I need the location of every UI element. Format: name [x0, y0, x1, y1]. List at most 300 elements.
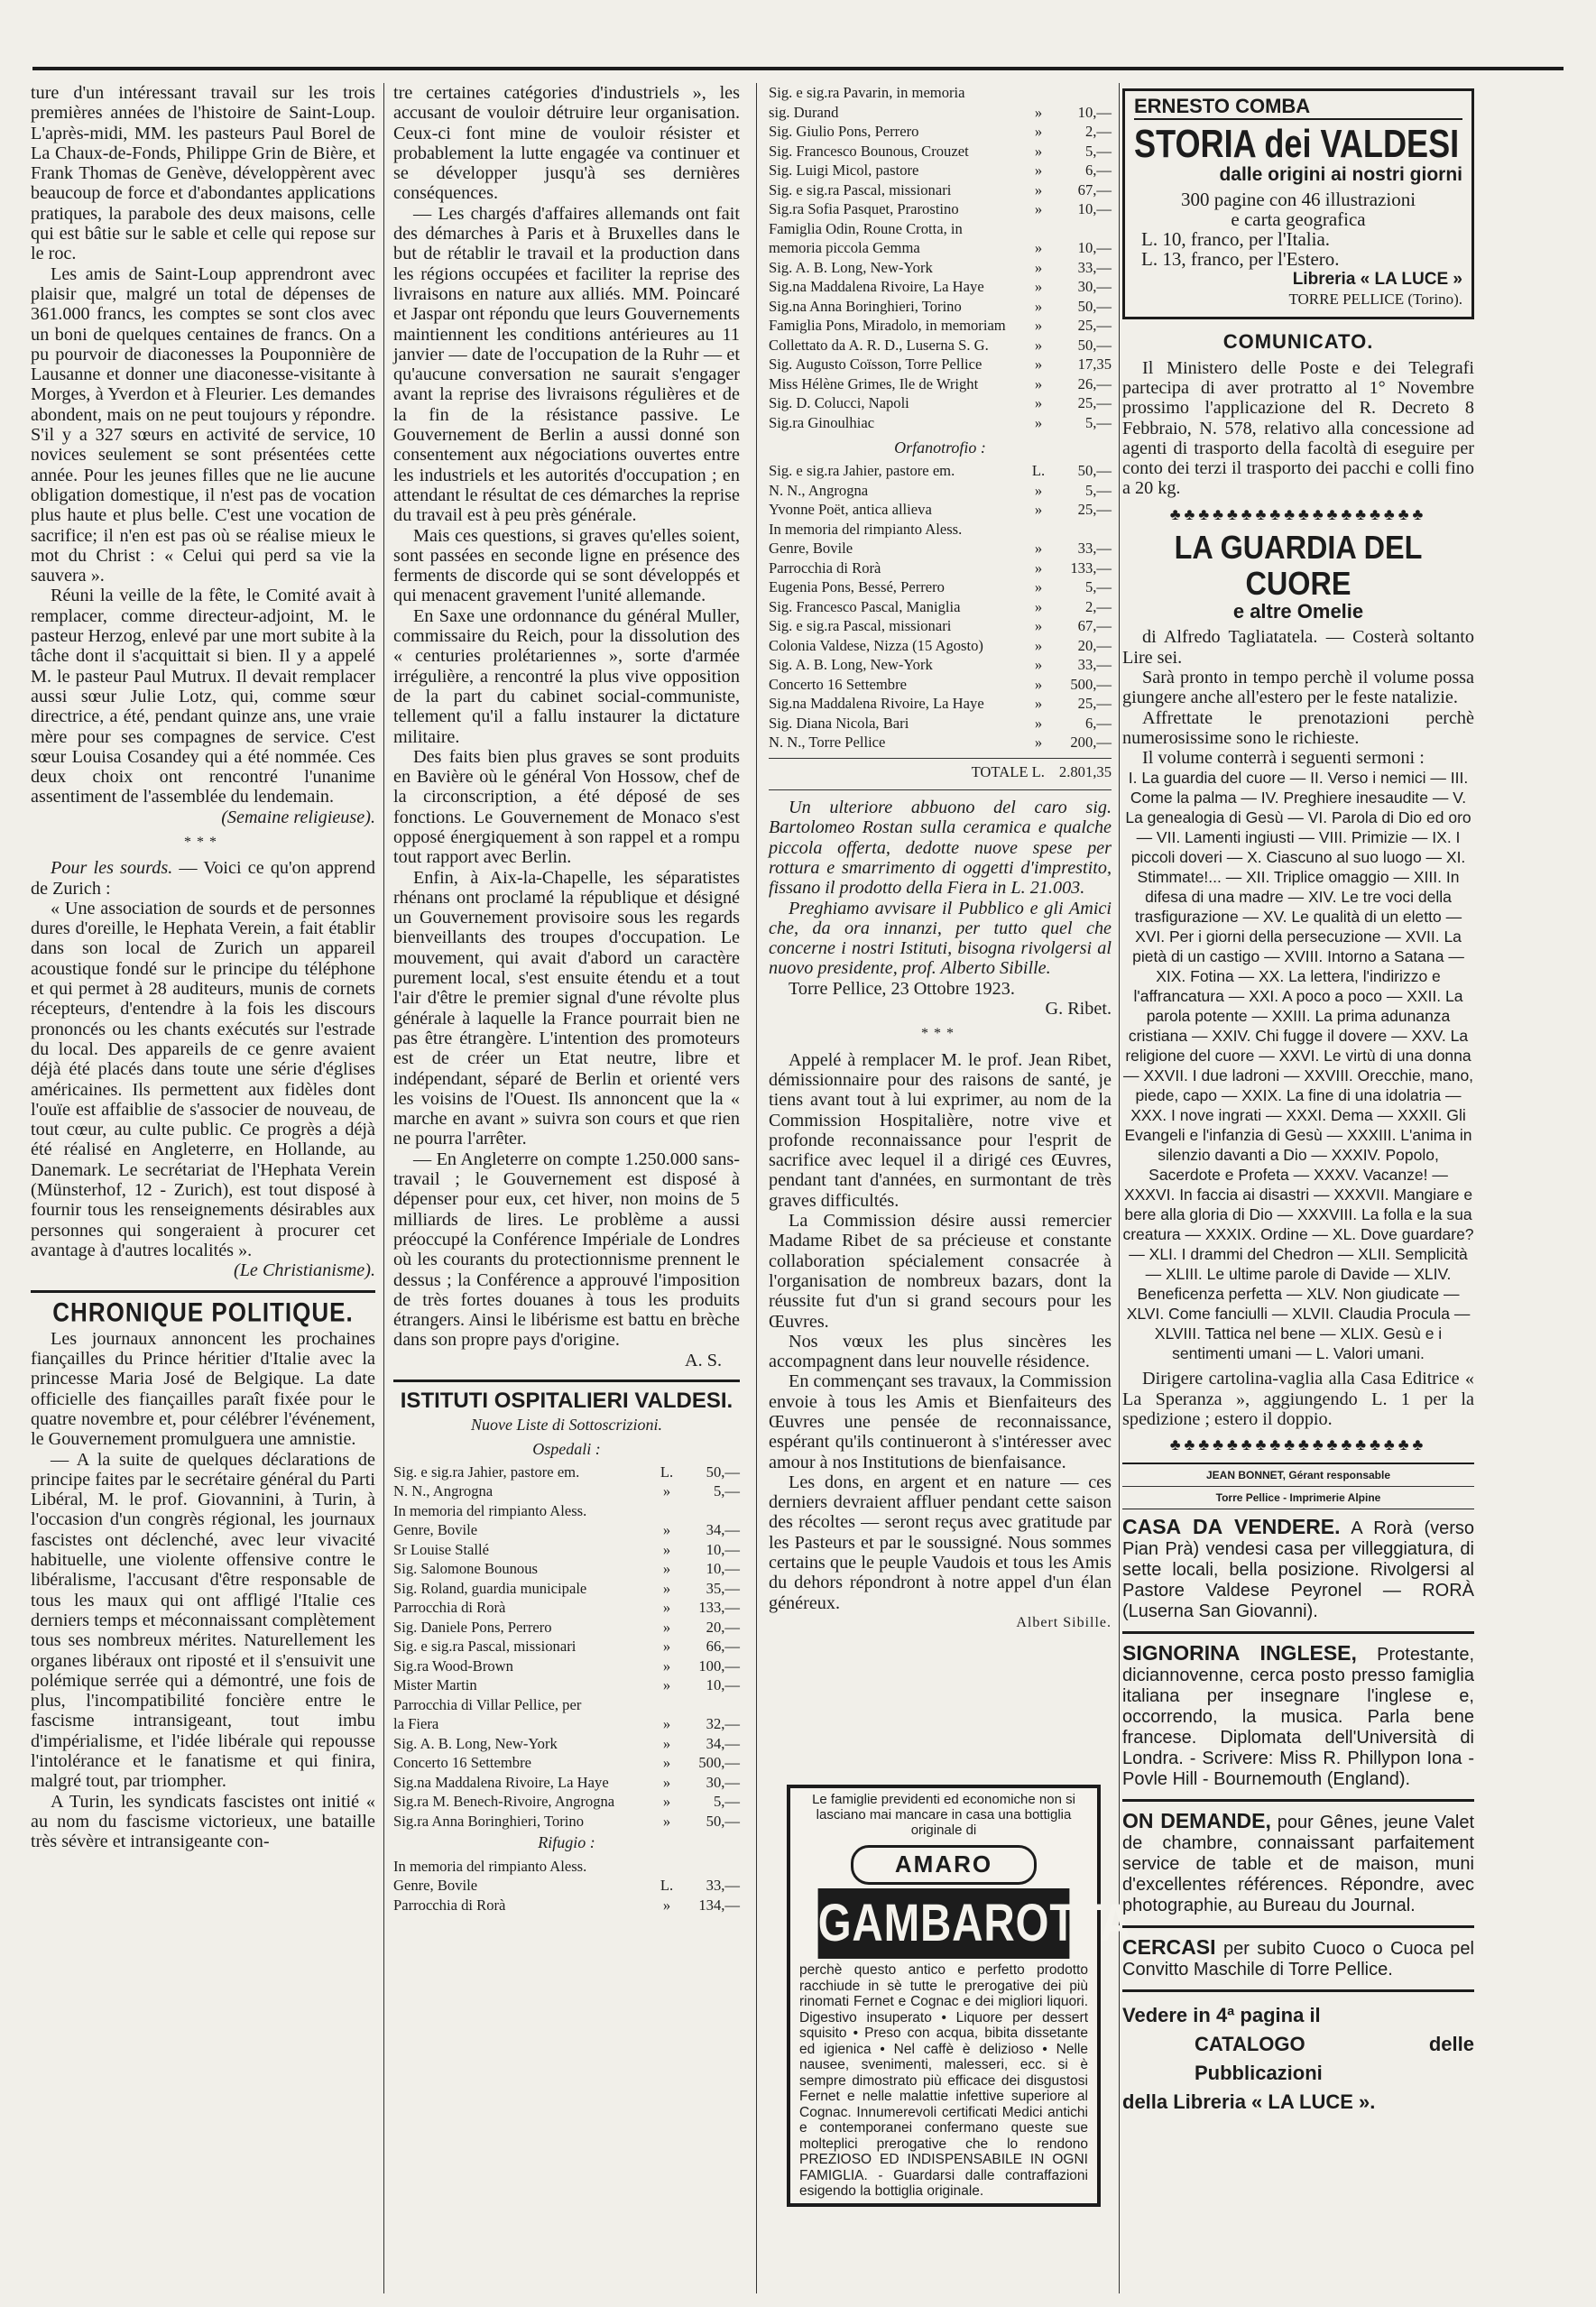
- currency-mark: »: [662, 1482, 671, 1500]
- total-label: TOTALE L.: [971, 762, 1045, 780]
- donation-row: [769, 297, 1112, 317]
- ad-lead: CERCASI: [1122, 1934, 1216, 1959]
- donation-row: [769, 636, 1112, 656]
- donation-row: [769, 83, 1112, 103]
- donation-amount: 6,—: [1084, 161, 1112, 179]
- donation-row: [393, 1753, 740, 1773]
- donation-row: [393, 1695, 740, 1715]
- list-section-title: Rifugio :: [538, 1833, 595, 1852]
- storia-valdesi-ad: [1122, 88, 1474, 319]
- currency-mark: »: [1034, 540, 1043, 558]
- currency-mark: »: [1034, 239, 1043, 256]
- donation-amount: 50,—: [706, 1812, 740, 1830]
- donor-name: Sig. A. B. Long, New-York: [769, 258, 933, 276]
- paragraph: Nos vœux les plus sincères les accompagnent dans leur nouvelle résidence.: [769, 1331, 1112, 1372]
- donor-name: Sr Louise Stallé: [393, 1540, 490, 1558]
- ad-intro: Le famiglie previdenti ed economiche non si lasciano mai mancare in casa una bottiglia originale di: [812, 1792, 1075, 1838]
- donation-row: [393, 1734, 740, 1754]
- donation-row: [769, 675, 1112, 695]
- currency-mark: »: [1034, 734, 1043, 752]
- donation-row: [769, 733, 1112, 752]
- dateline: Torre Pellice, 23 Ottobre 1923.: [789, 978, 1015, 999]
- donation-amount: 50,—: [706, 1463, 740, 1481]
- donation-row: [769, 355, 1112, 374]
- book-title: LA GUARDIA DEL CUORE: [1174, 529, 1423, 603]
- donor-name: sig. Durand: [769, 103, 839, 121]
- ad-lead: ON DEMANDE,: [1122, 1808, 1271, 1832]
- donor-name: Yvonne Poët, antica allieva: [769, 501, 932, 519]
- donation-row: [393, 1896, 740, 1915]
- catalog-line: CATALOGO delle Pubblicazioni: [1195, 2032, 1474, 2084]
- donation-row: [769, 558, 1112, 578]
- classified-ad: [1122, 1514, 1475, 1622]
- donor-name: In memoria del rimpianto Aless.: [769, 520, 963, 538]
- donor-name: Parrocchia di Rorà: [393, 1599, 506, 1617]
- donor-name: Sig.na Maddalena Rivoire, La Haye: [393, 1773, 609, 1791]
- donation-amount: 25,—: [1077, 317, 1112, 334]
- currency-mark: »: [1034, 413, 1043, 431]
- donation-amount: 2,—: [1084, 123, 1112, 140]
- donation-amount: 34,—: [706, 1734, 740, 1752]
- donor-name: Sig.na Maddalena Rivoire, La Haye: [769, 695, 984, 713]
- list-section-title: Ospedali :: [532, 1439, 601, 1458]
- donor-name: Famiglia Pons, Miradolo, in memoriam: [769, 317, 1006, 334]
- ad-brand: GAMBAROTTA: [818, 1888, 1070, 1959]
- donor-name: Parrocchia di Rorà: [769, 558, 881, 577]
- donor-name: Miss Hélène Grimes, Ile de Wright: [769, 374, 979, 392]
- currency-mark: »: [1034, 558, 1043, 577]
- ornament-row: ♣♣♣♣♣♣♣♣♣♣♣♣♣♣♣♣♣♣: [1169, 1435, 1427, 1454]
- donor-name: In memoria del rimpianto Aless.: [393, 1857, 587, 1875]
- donation-amount: 5,—: [1084, 142, 1112, 160]
- donation-row: [393, 1520, 740, 1540]
- donor-name: Sig. e sig.ra Pavarin, in memoria: [769, 84, 965, 101]
- ad-product-label: AMARO: [851, 1845, 1037, 1885]
- currency-mark: »: [662, 1656, 671, 1675]
- donation-row: [769, 219, 1112, 239]
- paragraph: En Saxe une ordonnance du général Muller, commissaire du Reich, pour la dissolution des « centuries prolétariennes », sorte d'armée irrégulière, a rencontré la plus vive opposition de la part du cabinet social-communiste, tellement qu'il a fallu instaurer la dictature militaire.: [393, 605, 740, 747]
- paragraph: En commençant ses travaux, la Commission envoie à tous les Amis et Bienfaiteurs des Œuvres une pensée de reconnaissance, espérant qu'ils continueront à s'intéresser avec amour à nos Institutions de bienfaisance.: [769, 1371, 1112, 1472]
- currency-mark: »: [662, 1579, 671, 1597]
- currency-mark: »: [1034, 278, 1043, 295]
- donor-name: Famiglia Odin, Roune Crotta, in: [769, 219, 963, 237]
- donation-row: [393, 1637, 740, 1656]
- paragraph: Un ulteriore abbuono del caro sig. Bartolomeo Rostan sulla ceramica e qualche piccola offerta, dedotte nuove spese per rottura e smarrimento di oggetti d'imprestito, fissano il prodotto della Fiera in L. 21.003.: [769, 798, 1112, 899]
- donation-row: [769, 393, 1112, 413]
- paragraph: Les dons, en argent et en nature — ces derniers devraient affluer pendant cette saison des récoltes — seront reçus avec gratitude par les Pasteurs et par le soussigné. Nous sommes certains que le peuple Vaudois et tous les Amis du dehors répondront à notre appel d'un élan généreux.: [769, 1472, 1112, 1613]
- donation-row: [769, 714, 1112, 734]
- donor-name: Sig. Diana Nicola, Bari: [769, 714, 909, 732]
- donation-amount: 20,—: [1077, 636, 1112, 654]
- currency-mark: »: [1034, 394, 1043, 411]
- donor-name: N. N., Angrogna: [769, 481, 869, 499]
- currency-mark: »: [662, 1599, 671, 1617]
- rule: [1122, 1631, 1474, 1634]
- donor-name: Sig.ra Wood-Brown: [393, 1656, 513, 1675]
- donation-amount: 500,—: [1070, 675, 1112, 693]
- book-price: L. 10, franco, per l'Italia.: [1141, 228, 1331, 251]
- donation-row: [769, 520, 1112, 540]
- currency-mark: »: [1034, 481, 1043, 499]
- currency-mark: »: [662, 1793, 671, 1811]
- donor-name: Sig.na Maddalena Rivoire, La Haye: [769, 278, 984, 295]
- donation-amount: 25,—: [1077, 394, 1112, 411]
- paragraph: Sarà pronto in tempo perchè il volume possa giungere anche all'estero per le feste natalizie.: [1122, 667, 1474, 708]
- donor-name: Sig.ra Ginoulhiac: [769, 413, 875, 431]
- currency-mark: »: [662, 1896, 671, 1914]
- currency-mark: »: [1034, 200, 1043, 217]
- donation-amount: 10,—: [1077, 200, 1112, 217]
- imprint: [1122, 1463, 1474, 1509]
- paragraph: Appelé à remplacer M. le prof. Jean Ribet, démissionnaire pour des raisons de santé, je tiens avant tout à lui exprimer, au nom de la Commission Hospitalière, notre vive et profonde reconnaissance pour l'esprit de sacrifice avec lequel il a dirigé ces Œuvres, pendant tant d'années, en surmontant de très graves difficultés.: [769, 1049, 1112, 1211]
- donor-name: Sig. e sig.ra Jahier, pastore em.: [769, 462, 955, 480]
- ad-text: A Rorà (verso Pian Prà) vendesi casa per villeggiatura, di sette locali, bella posizione. Rivolgersi al Pastore Valdese Peyronel — RORÀ (Luserna San Giovanni).: [1122, 1518, 1475, 1621]
- donor-name: Sig. Roland, guardia municipale: [393, 1579, 587, 1597]
- catalog-line: della Libreria « LA LUCE ».: [1122, 2090, 1376, 2113]
- donation-row: [393, 1812, 740, 1832]
- currency-mark: »: [1034, 258, 1043, 276]
- book-title: STORIA dei VALDESI: [1134, 122, 1460, 167]
- donation-row: [769, 481, 1112, 501]
- donation-amount: 30,—: [706, 1773, 740, 1791]
- paragraph: Il volume conterrà i seguenti sermoni :: [1142, 748, 1425, 769]
- donation-row: [769, 616, 1112, 636]
- paragraph: di Alfredo Tagliatatela. — Costerà soltanto Lire sei.: [1122, 627, 1474, 668]
- currency-mark: L.: [660, 1877, 674, 1895]
- paragraph: A Turin, les syndicats fascistes ont initié « au nom du fascisme victorieux, une bataille très sévère et intransigeante con-: [31, 1791, 375, 1852]
- donor-name: Sig. e sig.ra Pascal, missionari: [393, 1638, 577, 1656]
- currency-mark: »: [1034, 103, 1043, 121]
- donor-name: Sig. Luigi Micol, pastore: [769, 161, 919, 179]
- currency-mark: »: [662, 1521, 671, 1539]
- classified-ad: [1122, 1640, 1474, 1790]
- donor-name: Sig. Augusto Coïsson, Torre Pellice: [769, 355, 983, 373]
- donor-name: Sig.ra Sofia Pasquet, Prarostino: [769, 200, 959, 217]
- section-heading: CHRONIQUE POLITIQUE.: [52, 1296, 354, 1327]
- donation-row: [769, 500, 1112, 520]
- donation-row: [393, 1598, 740, 1618]
- donor-name: N. N., Angrogna: [393, 1482, 494, 1500]
- currency-mark: L.: [1031, 462, 1046, 480]
- total-value: 2.801,35: [1058, 762, 1112, 780]
- column-1: [31, 83, 375, 2302]
- rule: [1122, 1989, 1474, 1992]
- currency-mark: »: [662, 1560, 671, 1578]
- donor-name: Mister Martin: [393, 1676, 477, 1694]
- paragraph: « Une association de sourds et de personnes dures d'oreille, le Hephata Verein, a fait établir dans son local de Zurich un appareil acoustique fondé sur le principe du téléphone et qui permet à 28 auditeurs, munis de cornets récepteurs, d'entendre à la fois les discours prononcés ou les chants exécutés sur l'estrade du local. Des appareils de ce genre avaient déjà été placés dans toute une série d'églises américaines. Ils permettent aux fidèles dont l'ouïe est affaiblie de s'associer de nouveau, de tout cœur, au culte public. Ce progrès a déjà été réalisé en Angleterre, en Hollande, au Danemark. Le secrétariat de l'Hephata Verein (Münsterhof, 12 - Zurich), est tout disposé à fournir tous les renseignements désirables aux personnes qui songeraient à procurer cet avantage à d'autres localités ».: [31, 898, 375, 1260]
- donation-row: [769, 142, 1112, 161]
- paragraph: Dirigere cartolina-vaglia alla Casa Editrice « La Speranza », aggiungendo L. 1 per la spedizione ; estero il doppio.: [1122, 1369, 1474, 1430]
- currency-mark: »: [662, 1638, 671, 1656]
- donor-name: Parrocchia di Villar Pellice, per: [393, 1695, 582, 1713]
- paragraph: Enfin, à Aix-la-Chapelle, les séparatistes rhénans ont proclamé la république et désigné un Gouvernement provisoire sous les regards bienveillants des troupes d'occupation. Le mouvement, qui avait d'abord un caractère purement local, s'est ensuite étendu et a tout l'air d'être le premier signal d'une révolte plus générale à laquelle la France pourrait bien ne pas être étrangère. L'intention des promoteurs est de créer un Etat neutre, libre et indépendant, séparé de Berlin et orienté vers les voisins de l'Ouest. Ils annoncent que la « marche en avant » suivra son cours et que rien ne pourra l'arrêter.: [393, 867, 740, 1149]
- donation-amount: 33,—: [1077, 656, 1112, 674]
- donor-name: Collettato da A. R. D., Luserna S. G.: [769, 336, 989, 354]
- donation-row: [769, 577, 1112, 597]
- donor-name: Sig. Giulio Pons, Perrero: [769, 123, 919, 140]
- donation-amount: 30,—: [1077, 278, 1112, 295]
- donation-amount: 25,—: [1077, 501, 1112, 519]
- paragraph: Réuni la veille de la fête, le Comité avait à remplacer, comme directeur-adjoint, M. le pasteur Herzog, enlevé par une mort subite à la tâche dont il s'acquittait si bien. Il y a appelé M. le pasteur Paul Mutrux. Il devait remplacer aussi sœur Julie Lotz, qui, comme sœur directrice, a été, pendant quinze ans, une vraie mère pour ses compagnes de service. C'est sœur Louisa Cosandey qui a été nommée. Ces deux choix ont rencontré l'unanime assentiment de l'assemblée du lendemain.: [31, 586, 375, 807]
- donor-name: Sig. e sig.ra Pascal, missionari: [769, 617, 952, 635]
- lead-text: — Voici ce qu'on apprend de Zurich :: [31, 858, 375, 899]
- book-price: L. 13, franco, per l'Estero.: [1141, 248, 1340, 271]
- currency-mark: »: [662, 1754, 671, 1772]
- bookshop: Libreria « LA LUCE »: [1292, 269, 1462, 289]
- donation-amount: 100,—: [698, 1656, 740, 1675]
- currency-mark: »: [662, 1618, 671, 1636]
- donation-amount: 33,—: [1077, 540, 1112, 558]
- donation-amount: 67,—: [1077, 180, 1112, 198]
- donation-amount: 500,—: [698, 1754, 740, 1772]
- imprint-printer: Torre Pellice - Imprimerie Alpine: [1122, 1486, 1474, 1509]
- sermon-list: I. La guardia del cuore — II. Verso i nemici — III. Come la palma — IV. Preghiere inesaudite — V. La genealogia di Gesù — VI. Parola di Dio ed oro — VII. Lamenti ingiusti — VIII. Primizie — IX. I piccoli doveri — X. Ciascuno al suo luogo — XI. Stimmate!... — XII. Triplice omaggio — XIII. In difesa di una madre — XIV. Le tre voci della trasfigurazione — XV. Le qualità di un eletto — XVI. Per i giorni della persecuzione — XVII. La pietà di un castigo — XVIII. Intorno a Satana — XIX. Fotina — XX. La lettera, l'indirizzo e l'affrancatura — XXI. A poco a poco — XXII. La parola potente — XXIII. La prima adunanza cristiana — XXIV. Chi fugge il dovere — XXV. La religione del cuore — XXVI. Le virtù di una donna — XXVII. I due ladroni — XXVIII. Orecchie, mano, piede, capo — XXIX. La fine di una idolatria — XXX. I nove ingrati — XXXI. Dema — XXXII. Gli Evangeli e l'infanzia di Gesù — XXXIII. L'anima in silenzio davanti a Dio — XXXIV. Popolo, Sacerdote e Profeta — XXXV. Vacanze! — XXXVI. In faccia ai disastri — XXXVII. Mangiare e bere alla gloria di Dio — XXXVIII. La folla e la sua creatura — XXXIX. Ordine — XL. Dove guardare? — XLI. I drammi del Chedron — XLII. Semplicità — XLIII. Le ultime parole di Davide — XLIV. Beneficenza perfetta — XLV. Non giudicate — XLVI. Come fanciulli — XLVII. Claudia Procula — XLVIII. Tattica nel bene — XLIX. Gesù e i sentimenti umani — L. Valori umani.: [1122, 769, 1474, 1363]
- currency-mark: »: [1034, 297, 1043, 315]
- currency-mark: »: [1034, 714, 1043, 732]
- donor-name: Genre, Bovile: [393, 1877, 478, 1895]
- donation-amount: 67,—: [1077, 617, 1112, 635]
- donor-name: Sig. Francesco Bounous, Crouzet: [769, 142, 969, 160]
- rule: [769, 789, 1112, 790]
- donor-name: Sig.ra M. Benech-Rivoire, Angrogna: [393, 1793, 615, 1811]
- donation-amount: 5,—: [713, 1793, 740, 1811]
- paragraph: — En Angleterre on compte 1.250.000 sans-travail ; le Gouvernement est disposé à dépenser pour eux, cet hiver, non moins de 5 milliards de lires. Le problème a aussi préoccupé la Conférence Impériale de Londres où les courants du protectionnisme prennent le dessus ; la Conférence a approuvé l'imposition de très fortes douanes à tous les produits étrangers. Ainsi le libérisme est battu en brèche dans son propre pays d'origine.: [393, 1149, 740, 1351]
- paragraph: tre certaines catégories d'industriels », les accusant de vouloir détruire leur organisation. Ceux-ci font mine de vouloir résister et probablement la lutte engagée va continuer et se développer jusqu'à ses dernières conséquences.: [393, 83, 740, 204]
- rule: [31, 1290, 375, 1293]
- ad-text: per subito Cuoco o Cuoca pel Convitto Maschile di Torre Pellice.: [1122, 1938, 1474, 1979]
- currency-mark: »: [1034, 501, 1043, 519]
- donation-row: [769, 539, 1112, 558]
- donor-name: la Fiera: [393, 1715, 439, 1733]
- donor-name: Sig.na Anna Boringhieri, Torino: [769, 297, 962, 315]
- donation-row: [769, 161, 1112, 180]
- paragraph: La Commission désire aussi remercier Madame Ribet de sa précieuse et constante collaboration spécialement consacrée à l'organisation de nombreux bazars, dont la réussite fut d'un si grand secours pour les Œuvres.: [769, 1211, 1112, 1332]
- donor-name: memoria piccola Gemma: [769, 239, 920, 256]
- donor-name: Sig. Francesco Pascal, Maniglia: [769, 597, 961, 615]
- signature: G. Ribet.: [1045, 999, 1112, 1020]
- donation-row: [393, 1540, 740, 1560]
- donor-name: Sig. e sig.ra Jahier, pastore em.: [393, 1463, 580, 1481]
- donation-row: [393, 1501, 740, 1521]
- donation-amount: 5,—: [713, 1482, 740, 1500]
- section-heading: COMUNICATO.: [1222, 330, 1374, 354]
- donation-row: [393, 1714, 740, 1734]
- paragraph: Mais ces questions, si graves qu'elles soient, sont passées en seconde ligne en présence des ferments de discorde qui se sont développés et qui menacent gravement l'unité allemande.: [393, 525, 740, 606]
- donation-row: [769, 374, 1112, 394]
- currency-mark: »: [1034, 317, 1043, 334]
- donor-name: Concerto 16 Settembre: [393, 1754, 531, 1772]
- donation-amount: 66,—: [706, 1638, 740, 1656]
- rule: [1122, 1925, 1474, 1928]
- source-credit: (Le Christianisme).: [233, 1260, 375, 1281]
- currency-mark: »: [1034, 656, 1043, 674]
- donation-amount: 50,—: [1077, 462, 1112, 480]
- currency-mark: »: [1034, 617, 1043, 635]
- donation-row: [393, 1559, 740, 1579]
- donation-amount: 10,—: [1077, 103, 1112, 121]
- currency-mark: »: [1034, 636, 1043, 654]
- currency-mark: L.: [660, 1463, 674, 1481]
- paragraph: — Les chargés d'affaires allemands ont fait des démarches à Paris et à Bruxelles dans le but de rétablir le travail et la production dans les régions occupées et faciliter la reprise des livraisons en nature aux alliés. MM. Poincaré et Jaspar ont répondu que leurs Gouvernements maintiennent les conditions antérieures au 11 janvier — date de l'occupation de la Ruhr — et qu'aucune conversation ne saurait s'engager avant la reprise des livraisons régulières et de la fin de la résistance passive. Le Gouvernement de Berlin a aussi donné son consentement aux négociations ouvertes entre les industriels et les autorités d'occupation ; en attendant le résultat de ces démarches la reprise du travail est à peu près générale.: [393, 203, 740, 526]
- donation-row: [769, 277, 1112, 297]
- donation-amount: 50,—: [1077, 297, 1112, 315]
- donation-row: [769, 461, 1112, 481]
- donor-name: Genre, Bovile: [769, 540, 853, 558]
- donor-name: Sig. D. Colucci, Napoli: [769, 394, 909, 411]
- donation-amount: 10,—: [1077, 239, 1112, 256]
- donation-row: [769, 238, 1112, 258]
- donation-row: [769, 316, 1112, 336]
- donation-row: [769, 413, 1112, 433]
- column-rule: [383, 83, 384, 2293]
- book-subtitle: dalle origini ai nostri giorni: [1219, 164, 1462, 186]
- donation-list-orfanotrofio: [769, 461, 1112, 752]
- amaro-gambarotta-ad: [787, 1785, 1132, 2207]
- currency-mark: »: [1034, 597, 1043, 615]
- donation-row: [769, 199, 1112, 219]
- donation-row: [393, 1857, 740, 1877]
- paragraph: Preghiamo avvisare il Pubblico e gli Amici che, da ora innanzi, per tutto quel che concerne i nostri Istituti, bisogna rivolgersi al nuovo presidente, prof. Alberto Sibille.: [769, 898, 1112, 979]
- donor-name: N. N., Torre Pellice: [769, 734, 886, 752]
- donation-list: [769, 83, 1112, 432]
- donation-list-rifugio: [393, 1857, 740, 1915]
- list-section-title: Orfanotrofio :: [894, 438, 986, 457]
- classified-ad: [1122, 1934, 1474, 1980]
- donation-row: [769, 180, 1112, 200]
- donation-amount: 5,—: [1084, 413, 1112, 431]
- top-rule: [32, 67, 1564, 70]
- donation-amount: 33,—: [1077, 258, 1112, 276]
- donation-row: [393, 1463, 740, 1482]
- ad-text: Protestante, diciannovenne, cerca posto presso famiglia italiana per insegnare l'inglese e, occorrendo, la musica. Parla bene francese. Diplomata dell'Università di Londra. - Scrivere: Miss R. Phillypon Iona - Povle Hill - Bournemouth (England).: [1122, 1644, 1474, 1789]
- donation-amount: 10,—: [706, 1676, 740, 1694]
- donation-row: [769, 258, 1112, 278]
- donation-row: [393, 1792, 740, 1812]
- bookshop-city: TORRE PELLICE (Torino).: [1288, 291, 1462, 309]
- currency-mark: »: [662, 1540, 671, 1558]
- book-subtitle: e altre Omelie: [1232, 600, 1364, 623]
- book-desc: e carta geografica: [1231, 208, 1366, 230]
- column-rule: [756, 83, 757, 2293]
- donation-amount: 26,—: [1077, 374, 1112, 392]
- paragraph: Affrettate le prenotazioni perchè numerosissime sono le richieste.: [1122, 707, 1474, 748]
- donation-row: [769, 336, 1112, 355]
- donation-amount: 35,—: [706, 1579, 740, 1597]
- book-desc: 300 pagine con 46 illustrazioni: [1180, 188, 1416, 210]
- donation-amount: 50,—: [1077, 336, 1112, 354]
- donation-amount: 33,—: [706, 1877, 740, 1895]
- donor-name: Sig. A. B. Long, New-York: [393, 1734, 558, 1752]
- donor-name: Sig. A. B. Long, New-York: [769, 656, 933, 674]
- donation-list-ospedali: [393, 1463, 740, 1832]
- donor-name: Genre, Bovile: [393, 1521, 478, 1539]
- currency-mark: »: [1034, 695, 1043, 713]
- currency-mark: »: [662, 1715, 671, 1733]
- paragraph: ture d'un intéressant travail sur les trois premières années de l'histoire de Saint-Loup. L'après-midi, MM. les pasteurs Paul Borel de La Chaux-de-Fonds, Philippe Grin de Bière, et Frank Thomas de Genève, développèrent avec beaucoup de force et d'abondantes applications pratiques, la parabole des deux maisons, celle qui est bâtie sur le sable et celle qui repose sur le roc.: [31, 83, 375, 264]
- paragraph: — A la suite de quelques déclarations de principe faites par le secrétaire général du Parti Libéral, M. le prof. Giovannini, à Turin, à l'occasion d'un congrès régional, les journaux fascistes ont déclenché, avec leur vivacité habituelle, une violente offensive contre le libéralisme, l'accusant d'être responsable de tous les maux qui ont affligé l'Italie ces derniers temps et méconnaissant complètement tous ses nombreux mérites. Naturellement les organes libéraux ont riposté et il s'ensuivit une polémique serrée qui a démontré, une fois de plus, l'incompatibilité foncière entre le fascisme intransigeant, tout imbu d'impérialisme, et l'idée libérale qui repousse l'intolérance et le fanatisme et qui finira, malgré tout, par triompher.: [31, 1449, 375, 1792]
- donor-name: Sig. Salomone Bounous: [393, 1560, 538, 1578]
- currency-mark: »: [1034, 578, 1043, 596]
- donation-amount: 17,35: [1077, 355, 1112, 373]
- donation-amount: 10,—: [706, 1540, 740, 1558]
- currency-mark: »: [1034, 142, 1043, 160]
- section-separator: ***: [921, 1026, 959, 1042]
- ad-text: pour Gênes, jeune Valet de chambre, connaissant parfaitement service de table et de maison, muni d'excellentes références. Répondre, avec photographie, au Bureau du Journal.: [1122, 1812, 1475, 1915]
- ornament-row: ♣♣♣♣♣♣♣♣♣♣♣♣♣♣♣♣♣♣: [1169, 504, 1427, 523]
- signature: Albert Sibille.: [1016, 1614, 1112, 1630]
- catalog-notice: [1122, 2001, 1474, 2117]
- donor-name: Colonia Valdese, Nizza (15 Agosto): [769, 636, 983, 654]
- imprint-gerant: JEAN BONNET, Gérant responsable: [1205, 1468, 1391, 1481]
- donation-row: [769, 103, 1112, 123]
- currency-mark: »: [1034, 675, 1043, 693]
- donation-amount: 133,—: [1070, 558, 1112, 577]
- rule: [1122, 1799, 1474, 1802]
- section-separator: ***: [184, 834, 222, 850]
- source-credit: (Semaine religieuse).: [221, 807, 375, 827]
- currency-mark: »: [1034, 374, 1043, 392]
- catalog-line: Vedere in 4ª pagina il: [1122, 2003, 1321, 2026]
- lead-in: Pour les sourds.: [51, 858, 173, 879]
- donation-amount: 5,—: [1084, 578, 1112, 596]
- book-author: ERNESTO COMBA: [1134, 97, 1462, 120]
- donation-row: [769, 694, 1112, 714]
- donation-amount: 133,—: [698, 1599, 740, 1617]
- donation-row: [393, 1618, 740, 1638]
- donation-row: [769, 597, 1112, 617]
- currency-mark: »: [1034, 180, 1043, 198]
- paragraph: Il Ministero delle Poste e dei Telegrafi partecipa di aver protratto al 1° Novembre prossimo l'applicazione del R. Decreto 8 Febbraio, N. 578, relativo alla concessione ad agenti di trasporto della facoltà di eseguire per conto dei terzi il trasporto dei pacchi e colli fino a 20 kg.: [1122, 357, 1474, 499]
- donation-amount: 20,—: [706, 1618, 740, 1636]
- donation-amount: 10,—: [706, 1560, 740, 1578]
- donor-name: Sig. Daniele Pons, Perrero: [393, 1618, 552, 1636]
- donation-row: [393, 1579, 740, 1599]
- currency-mark: »: [662, 1734, 671, 1752]
- donation-row: [393, 1773, 740, 1793]
- donation-row: [393, 1876, 740, 1896]
- currency-mark: »: [662, 1676, 671, 1694]
- donation-amount: 134,—: [698, 1896, 740, 1914]
- currency-mark: »: [1034, 355, 1043, 373]
- total-row: [769, 758, 1112, 782]
- donor-name: Eugenia Pons, Bessé, Perrero: [769, 578, 945, 596]
- paragraph: Les journaux annoncent les prochaines fiançailles du Prince héritier d'Italie avec la princesse Maria José de Belgique. La date officielle des fiançailles paraît fixée pour le quatre novembre et, pour célébrer l'événement, le Gouvernement promulguera une amnistie.: [31, 1328, 375, 1450]
- donor-name: In memoria del rimpianto Aless.: [393, 1501, 587, 1519]
- paragraph: Des faits bien plus graves se sont produits en Bavière où le général Von Hossow, chef de la circonscription, a été déposé de ses fonctions. Le Gouvernement de Monaco s'est opposé énergiquement à son rappel et a rompu tout rapport avec Berlin.: [393, 746, 740, 868]
- section-heading: ISTITUTI OSPITALIERI VALDESI.: [400, 1389, 733, 1413]
- ad-lead: SIGNORINA INGLESE,: [1122, 1640, 1357, 1665]
- subheading: Nuove Liste di Sottoscrizioni.: [470, 1416, 662, 1435]
- ad-lead: CASA DA VENDERE.: [1122, 1514, 1341, 1538]
- donation-amount: 34,—: [706, 1521, 740, 1539]
- currency-mark: »: [662, 1773, 671, 1791]
- donation-amount: 200,—: [1070, 734, 1112, 752]
- donor-name: Concerto 16 Settembre: [769, 675, 907, 693]
- currency-mark: »: [1034, 123, 1043, 140]
- column-4: [1122, 83, 1474, 2302]
- donation-amount: 6,—: [1084, 714, 1112, 732]
- column-rule: [1119, 83, 1120, 2293]
- donor-name: Sig.ra Anna Boringhieri, Torino: [393, 1812, 585, 1830]
- donation-row: [769, 655, 1112, 675]
- rule: [393, 1380, 740, 1382]
- ad-body: perchè questo antico e perfetto prodotto racchiude in sè tutte le prerogative dei più rinomati Fernet e Cognac e dei migliori liquori. Digestivo insuperato • Liquore per dessert squisito • Preso con acqua, bibita dissetante ed igienica • Nel caffè è delizioso • Nelle nausee, svenimenti, malesseri, ecc. si è sempre dimostrato più efficace dei disgustosi Fernet e nelle malattie infettive superiore al Cognac. Innumerevoli certificati Medici antichi e contemporanei confermano queste sue molteplici prerogative che lo rendono PREZIOSO ED INDISPENSABILE IN OGNI FAMIGLIA. - Guardarsi dalle contraffazioni esigendo la bottiglia originale.: [799, 1962, 1088, 2199]
- paragraph: [31, 858, 375, 899]
- signature: A. S.: [685, 1350, 722, 1370]
- donation-row: [393, 1481, 740, 1501]
- donation-row: [393, 1675, 740, 1695]
- donor-name: Parrocchia di Rorà: [393, 1896, 506, 1914]
